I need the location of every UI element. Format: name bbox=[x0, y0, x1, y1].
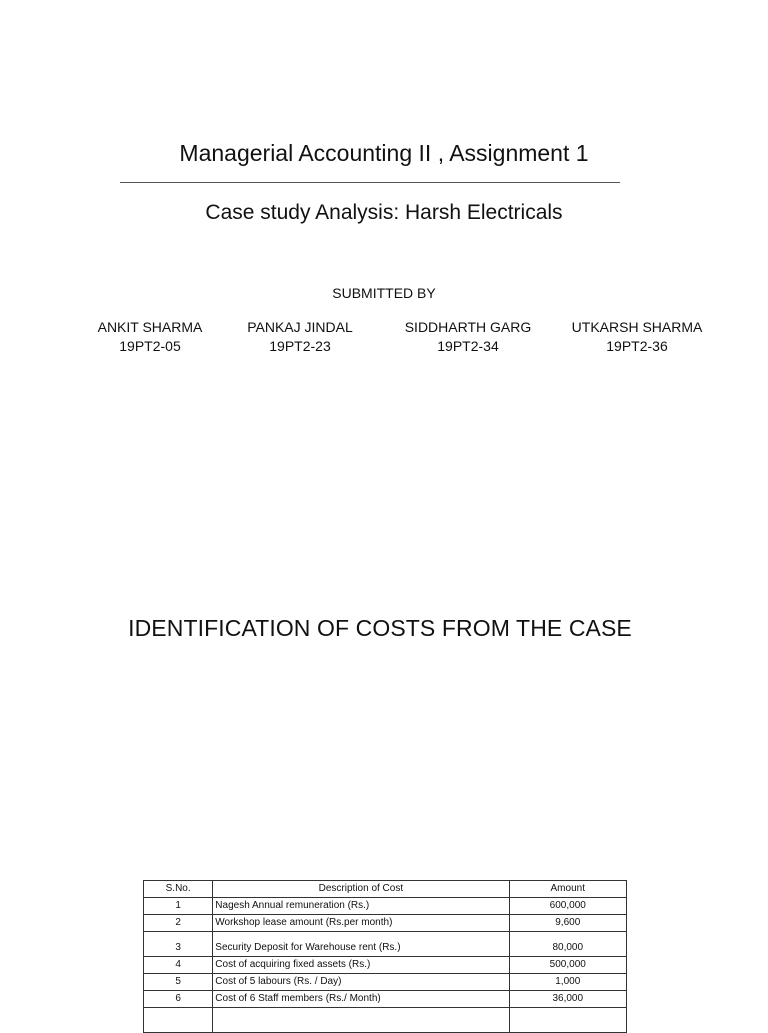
cell-amount: 9,600 bbox=[509, 915, 627, 932]
cell-amount: 600,000 bbox=[509, 898, 627, 915]
title-divider bbox=[120, 182, 620, 183]
cell-amount: 80,000 bbox=[509, 932, 627, 957]
cell-sno: 5 bbox=[144, 974, 213, 991]
table-row bbox=[144, 957, 627, 974]
column-header-amount: Amount bbox=[509, 881, 627, 898]
author-name: SIDDHARTH GARG bbox=[404, 319, 532, 335]
section-heading: IDENTIFICATION OF COSTS FROM THE CASE bbox=[128, 615, 632, 641]
cell-amount: 1,000 bbox=[509, 974, 627, 991]
column-header-description: Description of Cost bbox=[213, 881, 509, 898]
table-row bbox=[144, 974, 627, 991]
cell-description: Cost of 6 Staff members (Rs./ Month) bbox=[213, 991, 509, 1008]
table-header-row bbox=[144, 881, 627, 898]
author-name: ANKIT SHARMA bbox=[97, 319, 203, 335]
cell-description: Workshop lease amount (Rs.per month) bbox=[213, 915, 509, 932]
cell-amount: 36,000 bbox=[509, 991, 627, 1008]
cell-description: Security Deposit for Warehouse rent (Rs.) bbox=[213, 932, 509, 957]
cell-sno: 6 bbox=[144, 991, 213, 1008]
cell-amount: 500,000 bbox=[509, 957, 627, 974]
cell-description bbox=[213, 1008, 509, 1033]
author-roll-number: 19PT2-05 bbox=[119, 338, 181, 354]
assignment-title: Managerial Accounting II , Assignment 1 bbox=[179, 140, 589, 166]
table-row bbox=[144, 915, 627, 932]
table-row bbox=[144, 991, 627, 1008]
author-4 bbox=[562, 318, 712, 356]
cost-table bbox=[143, 880, 627, 1033]
cell-sno: 3 bbox=[144, 932, 213, 957]
author-roll-number: 19PT2-36 bbox=[606, 338, 668, 354]
table-row bbox=[144, 932, 627, 957]
author-roll-number: 19PT2-34 bbox=[437, 338, 499, 354]
cell-description: Nagesh Annual remuneration (Rs.) bbox=[213, 898, 509, 915]
author-3 bbox=[393, 318, 543, 356]
author-name: PANKAJ JINDAL bbox=[247, 319, 353, 335]
cell-sno: 2 bbox=[144, 915, 213, 932]
cell-description: Cost of 5 labours (Rs. / Day) bbox=[213, 974, 509, 991]
author-list bbox=[0, 318, 768, 358]
case-study-subtitle: Case study Analysis: Harsh Electricals bbox=[205, 201, 563, 224]
cell-description: Cost of acquiring fixed assets (Rs.) bbox=[213, 957, 509, 974]
cell-sno: 1 bbox=[144, 898, 213, 915]
column-header-sno: S.No. bbox=[144, 881, 213, 898]
table-row bbox=[144, 1008, 627, 1033]
submitted-by-label: SUBMITTED BY bbox=[332, 285, 436, 301]
cell-amount bbox=[509, 1008, 627, 1033]
cell-sno: 4 bbox=[144, 957, 213, 974]
author-1 bbox=[80, 318, 220, 356]
table-row bbox=[144, 898, 627, 915]
author-2 bbox=[230, 318, 370, 356]
cell-sno bbox=[144, 1008, 213, 1033]
author-name: UTKARSH SHARMA bbox=[571, 319, 703, 335]
author-roll-number: 19PT2-23 bbox=[269, 338, 331, 354]
